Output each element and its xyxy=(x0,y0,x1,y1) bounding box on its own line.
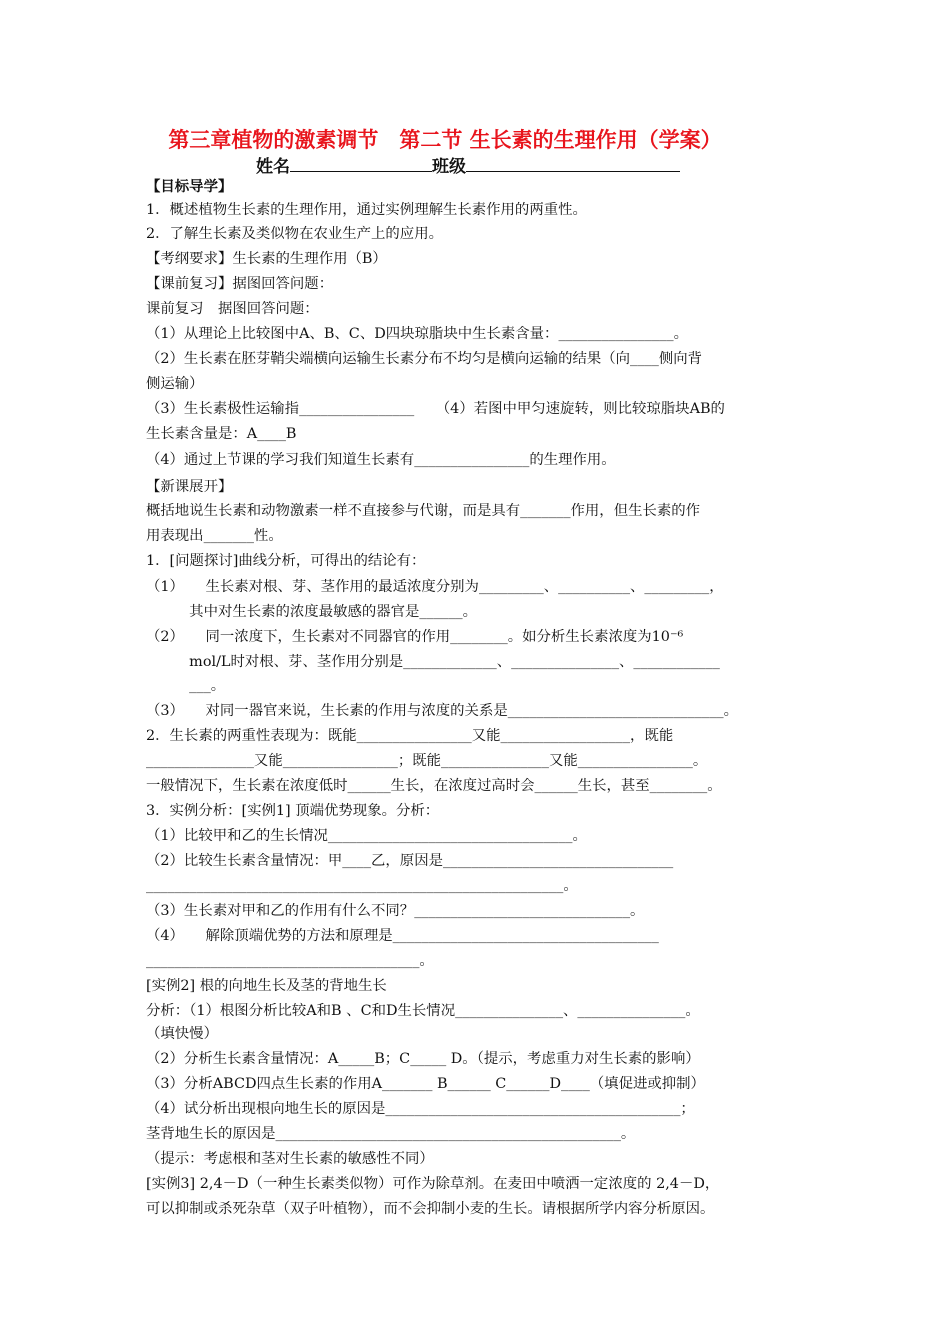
name-class-row xyxy=(256,152,680,177)
text-line: 可以抑制或杀死杂草（双子叶植物），而不会抑制小麦的生长。请根据所学内容分析原因。 xyxy=(146,1201,715,1217)
class-label: 班级 xyxy=(432,157,466,177)
text-line: mol/L时对根、芽、茎作用分别是_____________、_______________、____________ xyxy=(146,654,720,670)
text-line: [实例2] 根的向地生长及茎的背地生长 xyxy=(146,978,387,994)
text-line: 用表现出_______性。 xyxy=(146,528,283,544)
text-line: 一般情况下，生长素在浓度低时______生长，在浓度过高时会______生长，甚至________。 xyxy=(146,778,722,794)
text-line: （1）从理论上比较图中A、B、C、D四块琼脂块中生长素含量：________________。 xyxy=(146,326,688,342)
text-line: 概括地说生长素和动物激素一样不直接参与代谢，而是具有_______作用，但生长素的作 xyxy=(146,503,701,519)
text-line: __________________________________________________________。 xyxy=(146,878,578,894)
text-line: 2．了解生长素及类似物在农业生产上的应用。 xyxy=(146,226,443,242)
text-line: 茎背地生长的原因是________________________________________________。 xyxy=(146,1126,636,1142)
text-line: _______________又能________________；既能_______________又能________________。 xyxy=(146,753,708,769)
text-line: 课前复习 据图回答问题： xyxy=(146,301,319,317)
text-line: 【考纲要求】生长素的生理作用（B） xyxy=(146,251,387,267)
text-line: 其中对生长素的浓度最敏感的器官是______。 xyxy=(146,604,477,620)
text-line: （3） 对同一器官来说，生长素的作用与浓度的关系是______________________________。 xyxy=(146,703,738,719)
name-blank[interactable] xyxy=(290,153,432,172)
text-line: （3）生长素极性运输指________________ （4）若图中甲匀速旋转，则比较琼脂块AB的 xyxy=(146,401,725,417)
text-line: （提示：考虑根和茎对生长素的敏感性不同） xyxy=(146,1151,434,1167)
text-line: （3）分析ABCD四点生长素的作用A_______ B______ C______D____（填促进或抑制） xyxy=(146,1076,705,1092)
text-line: 侧运输） xyxy=(146,376,204,392)
text-line: （2）生长素在胚芽鞘尖端横向运输生长素分布不均匀是横向运输的结果（向____侧向背 xyxy=(146,351,703,367)
document-title: 第三章植物的激素调节 第二节 生长素的生理作用（学案） xyxy=(168,128,722,152)
text-line: 1．概述植物生长素的生理作用，通过实例理解生长素作用的两重性。 xyxy=(146,202,587,218)
text-line: 【课前复习】据图回答问题： xyxy=(146,276,334,292)
text-line: ___。 xyxy=(146,678,226,694)
text-line: （填快慢） xyxy=(146,1026,218,1042)
text-line: 分析：（1）根图分析比较A和B 、C和D生长情况_______________、_______________。 xyxy=(146,1003,700,1019)
text-line: （2） 同一浓度下，生长素对不同器官的作用________。如分析生长素浓度为10⁻⁶ xyxy=(146,629,684,645)
class-blank[interactable] xyxy=(466,153,680,172)
text-line: （2）比较生长素含量情况：甲____乙，原因是________________________________ xyxy=(146,853,674,869)
text-line: （2）分析生长素含量情况：A_____B；C_____ D。（提示，考虑重力对生长素的影响） xyxy=(146,1051,700,1067)
text-line: （1） 生长素对根、芽、茎作用的最适浓度分别为_________、__________、_________， xyxy=(146,579,724,595)
text-line: 2．生长素的两重性表现为：既能________________又能__________________，既能 xyxy=(146,728,674,744)
text-line: （4）试分析出现根向地生长的原因是_________________________________________； xyxy=(146,1101,695,1117)
text-line: [实例3] 2,4－D（一种生长素类似物）可作为除草剂。在麦田中喷洒一定浓度的 2,4－D， xyxy=(146,1176,720,1192)
text-line: 3．实例分析：[实例1] 顶端优势现象。分析： xyxy=(146,803,440,819)
text-line: 【新课展开】 xyxy=(146,479,233,495)
name-label: 姓名 xyxy=(256,157,290,177)
text-line: （1）比较甲和乙的生长情况__________________________________。 xyxy=(146,828,587,844)
text-line: ______________________________________。 xyxy=(146,953,434,969)
text-line: （4）通过上节课的学习我们知道生长素有________________的生理作用。 xyxy=(146,452,616,468)
text-line: 1．[问题探讨]曲线分析，可得出的结论有： xyxy=(146,553,426,569)
text-line: （4） 解除顶端优势的方法和原理是_____________________________________ xyxy=(146,928,659,944)
text-line: 【目标导学】 xyxy=(146,179,233,195)
text-line: 生长素含量是：A____B xyxy=(146,426,297,442)
text-line: （3）生长素对甲和乙的作用有什么不同？______________________________。 xyxy=(146,903,645,919)
